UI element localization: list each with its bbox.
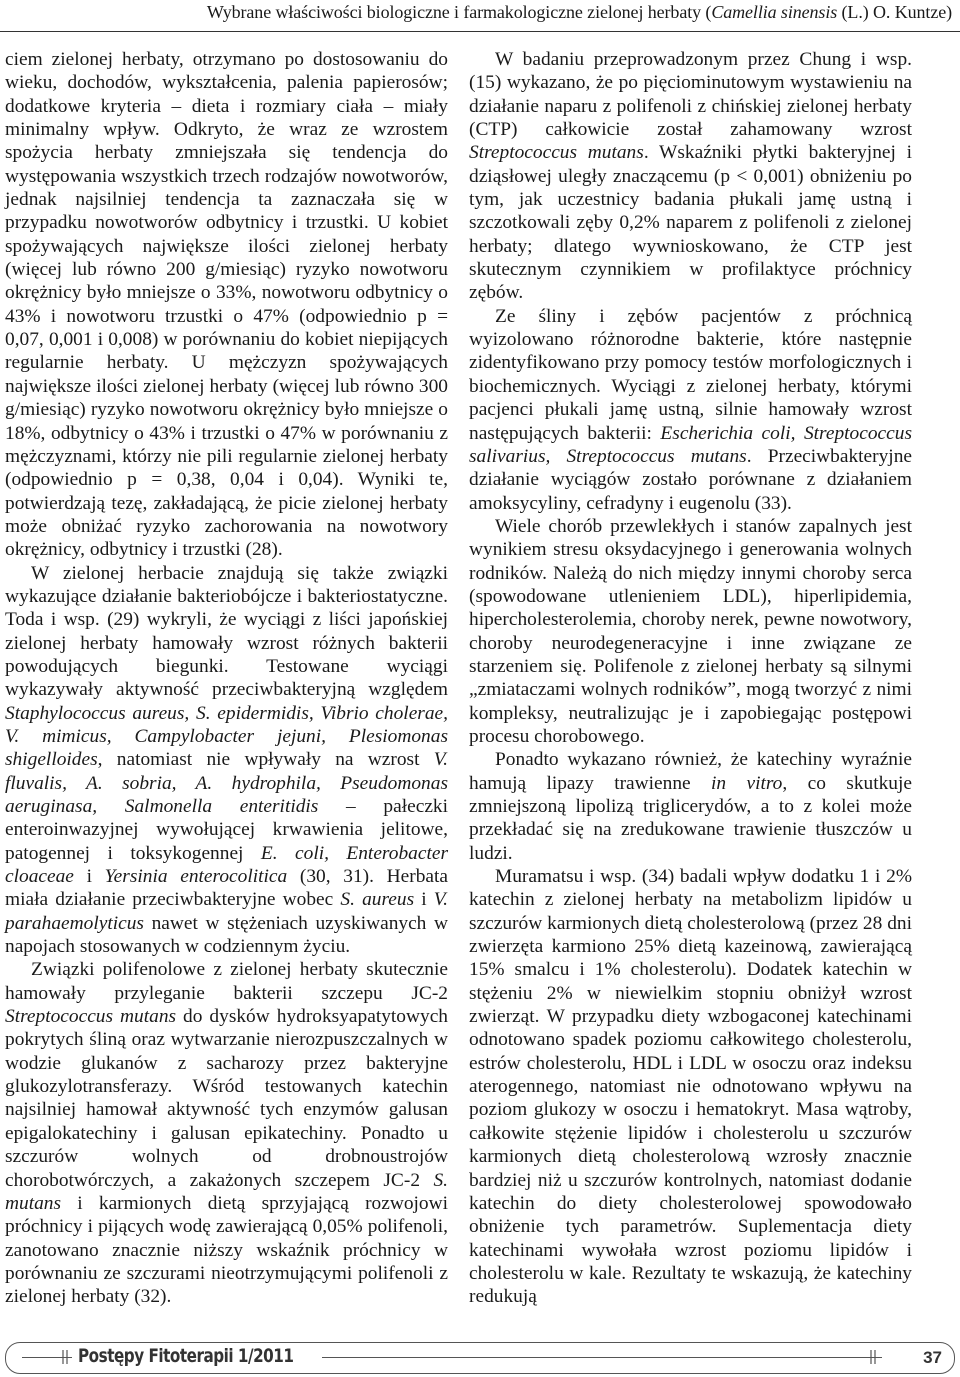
- footer-ornament-icon: [60, 1349, 72, 1365]
- text-run: W badaniu przeprowadzonym przez Chung i wsp. (15) wykazano, że po pięciominutowym wystawieniu na działanie naparu z polifenoli z chińskiej zielonej herbaty (CTP) całkowicie został zahamowany wzrost: [469, 49, 912, 141]
- latin-term: in vitro: [711, 772, 783, 794]
- text-run: nawet w stężeniach uzyskiwanych w napojach stosowanych w codziennym życiu.: [5, 912, 448, 958]
- species-names: V. parahaemolyticus: [5, 889, 448, 934]
- running-title-pre: Wybrane właściwości biologiczne i farmakologiczne zielonej herbaty (: [206, 2, 712, 22]
- right-paragraph-3: Wiele chorób przewlekłych i stanów zapalnych jest wynikiem stresu oksydacyjnego i generowania wolnych rodników. Należą do nich między innymi choroby serca (spowodowane utlenieniem LDL), hiperlipidemia, hipercholesterolemia, choroby nerek, pewne nowotwory, choroby neurodegeneracyjne i inne związane ze starzeniem się. Polifenole z zielonej herbaty są silnymi „zmiataczami wolnych rodników”, mogą tworzyć z nimi kompleksy, neutralizując je i zapobiegając postępowi procesu chorobowego.: [469, 515, 912, 747]
- species-names: Streptococcus mutans: [469, 142, 644, 164]
- text-run: W zielonej herbacie znajdują się także związki wykazujące działanie bakteriobójcze i bakteriostatyczne. Toda i wsp. (29) wykryli, że wyciągi z liści japońskiej zielonej herbaty hamowały wzrost różnych bakterii powodujących biegunki. Testowane wyciągi wykazywały aktywność przeciwbakteryjną względem: [5, 562, 448, 701]
- text-run: Ponadto wykazano również, że katechiny wyraźnie hamują lipazy trawienne: [469, 749, 912, 794]
- right-paragraph-2: [469, 305, 912, 515]
- species-names: Escherichia coli, Streptococcus salivarius, Streptococcus mutans: [469, 422, 912, 467]
- footer-rule-right: [322, 1357, 882, 1358]
- species-names: S. aureus: [340, 889, 415, 911]
- right-paragraph-4: [469, 748, 912, 865]
- right-paragraph-5: Muramatsu i wsp. (34) badali wpływ dodatku 1 i 2% katechin z zielonej herbaty na metabolizm lipidów u szczurów karmionych dietą cholesterolową (przez 28 dni zwierzęta karmiono 25% dietą kazeinową, zawierającą 15% smalcu i 1% cholesterolu). Dodatek katechin w stężeniu 2% w niewielkim stopniu obniżył wzrost zwierząt. W przypadku diety wzbogaconej katechinami odnotowano spadek poziomu całkowitego cholesterolu, estrów cholesterolu, HDL i LDL w osoczu oraz indeksu aterogennego, natomiast nie odnotowano wpływu na poziom glukozy w osoczu i hematokryt. Masa wątroby, całkowite stężenie lipidów i cholesterolu u szczurów karmionych dietą cholesterolową wzrosły znacznie bardziej niż u szczurów kontrolnych, natomiast dodanie katechin do diety cholesterolowej spowodowało obniżenie tych parametrów. Suplementacja diety katechinami wywołała wzrost poziomu lipidów i cholesterolu w kale. Rezultaty te wskazują, że katechiny redukują: [469, 866, 912, 1308]
- journal-name: Postępy Fitoterapii 1/2011: [78, 1345, 294, 1367]
- right-column: [469, 48, 912, 1309]
- text-run: i karmionych dietą sprzyjającą rozwojowi próchnicy i pijących wodę zawierającą 0,05% polifenoli, zanotowano znacznie niższy wskaźnik próchnicy w porównaniu ze szczurami nieotrzymującymi polifenoli z zielonej herbaty (32).: [5, 1192, 448, 1308]
- species-names: Yersinia enterocolitica: [104, 866, 288, 888]
- text-run: Ze śliny i zębów pacjentów z próchnicą wyizolowano różnorodne bakterie, które następnie zidentyfikowano przy pomocy testów morfologicznych i biochemicznych. Wyciągi z zielonej herbaty, którymi pacjenci płukali jamę ustną, silnie hamowały wzrost następujących bakterii:: [469, 305, 912, 444]
- page-number: 37: [923, 1348, 942, 1367]
- text-run: . Przeciwbakteryjne działanie wyciągów zostało porównane z działaniem amoksycyliny, cefradyny i eugenolu (33).: [469, 445, 913, 514]
- footer-ornament-icon: [868, 1349, 880, 1365]
- text-run: do dysków hydroksyapatytowych pokrytych śliną oraz wytwarzanie nierozpuszczalnych w wodzie glukanów z sacharozy przez bakteryjne glukozylotransferazy. Wśród testowanych katechin najsilniej hamował aktywność tych enzymów galusan epigalokatechiny i galusan epikatechiny. Ponadto u szczurów wolnych od drobnoustrojów chorobotwórczych, a zakażonych szczepem JC-2: [5, 1006, 448, 1191]
- species-names: V. fluvalis, A. sobria, A. hydrophila, Pseudomonas aeruginasa, Salmonella enteritidis: [5, 749, 448, 817]
- right-paragraph-1: [469, 48, 912, 305]
- species-names: S. mutans: [5, 1169, 448, 1214]
- species-names: Streptococcus mutans: [5, 1006, 177, 1028]
- text-run: Związki polifenolowe z zielonej herbaty skutecznie hamowały przyleganie bakterii szczepu JC-2: [5, 959, 448, 1004]
- text-run: i: [414, 889, 434, 911]
- text-run: (30, 31). Herbata miała działanie przeciwbakteryjne wobec: [5, 866, 449, 911]
- species-names: Staphylococcus aureus, S. epidermidis, Vibrio cholerae, V. mimicus, Campylobacter jejuni, Plesiomonas shigelloides: [5, 702, 448, 771]
- text-run: . Wskaźniki płytki bakteryjnej i dziąsłowej uległy znaczącemu (p < 0,001) obniżeniu po tym, jak uczestnicy badania płukali jamę ustną i szczotkowali zęby 0,2% naparem z polifenoli z zielonej herbaty; dlatego wywnioskowano, że CTP jest skutecznym czynnikiem w profilaktyce próchnicy zębów.: [469, 142, 913, 304]
- text-run: i: [73, 866, 105, 888]
- header-rule: [0, 31, 960, 32]
- text-run: , co skutkuje zmniejszoną lipolizą triglicerydów, a to z kolei może przekładać się na zredukowane trawienie tłuszczów u ludzi.: [469, 772, 912, 864]
- left-paragraph-2: [5, 562, 448, 959]
- left-paragraph-3: [5, 958, 448, 1308]
- page-footer: [0, 1342, 960, 1374]
- running-title-species: Camellia sinensis: [711, 2, 838, 22]
- running-header: [0, 2, 952, 28]
- left-paragraph-1: ciem zielonej herbaty, otrzymano po dostosowaniu do wieku, dochodów, wykształcenia, palenia papierosów; dodatkowe kryteria – dieta i rozmiary ciała – miały minimalny wpływ. Odkryto, że wraz ze wzrostem spożycia herbaty zmniejszała się tendencja do występowania wszystkich trzech rodzajów nowotworów, jednak najsilniej tendencja ta zaznaczała się w przypadku nowotworów odbytnicy i trzustki. U kobiet spożywających największe ilości zielonej herbaty (więcej lub równo 200 g/miesiąc) ryzyko nowotworu okrężnicy było mniejsze o 33%, nowotworu odbytnicy o 43% i nowotworu trzustki o 47% (odpowiednio p = 0,07, 0,001 i 0,008) w porównaniu do kobiet niepijących regularnie herbaty. U mężczyzn spożywających największe ilości zielonej herbaty (więcej lub równo 300 g/miesiąc) ryzyko nowotworu okrężnicy było mniejsze o 18%, odbytnicy o 43% i trzustki o 47% w porównaniu z mężczyznami, którzy nie pili regularnie zielonej herbaty (odpowiednio p = 0,38, 0,04 i 0,04). Wyniki te, potwierdzają tezę, zakładającą, że picie zielonej herbaty może obniżać ryzyko zachorowania na nowotwory okrężnicy, odbytnicy i trzustki (28).: [5, 49, 448, 561]
- text-run: , natomiast nie wpływały na wzrost: [97, 749, 434, 771]
- left-column: [5, 48, 448, 1309]
- running-title-post: (L.) O. Kuntze): [837, 2, 952, 22]
- species-names: E. coli, Enterobacter cloaceae: [5, 842, 448, 888]
- text-run: – pałeczki enteroinwazyjnej wywołującej krwawienia jelitowe, patogennej i toksykogennej: [5, 796, 449, 864]
